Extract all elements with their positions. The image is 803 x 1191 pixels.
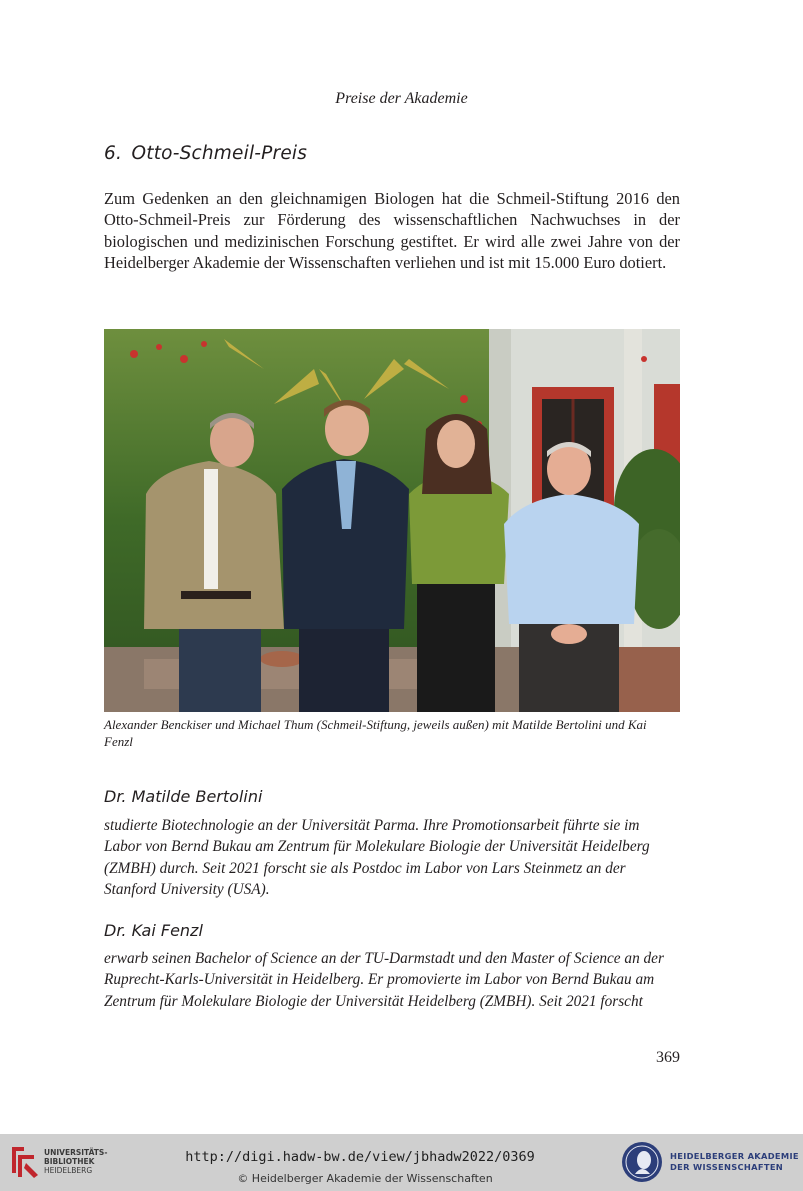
university-library-name: UNIVERSITÄTS- BIBLIOTHEK HEIDELBERG (44, 1148, 108, 1175)
document-url-link[interactable]: http://digi.hadw-bw.de/view/jbhadw2022/0369 (185, 1149, 535, 1165)
intro-paragraph: Zum Gedenken an den gleichnamigen Biologen hat die Schmeil-Stiftung 2016 den Otto-Schmeil-Preis zur Förderung des wissenschaftlichen Nachwuchses in der biologischen und medizinischen Forschung gestiftet. Er wird alle zwei Jahre von der Heidelberger Akademie der Wissenschaften verliehen und ist mit 15.000 Euro dotiert. (104, 189, 680, 272)
running-head: Preise der Akademie (335, 90, 468, 107)
copyright-notice: © Heidelberger Akademie der Wissenschaften (237, 1172, 493, 1185)
bio-text-fenzl: erwarb seinen Bachelor of Science an der TU-Darmstadt und den Master of Science an der Ruprecht-Karls-Universität in Heidelberg. Er promovierte im Labor von Bernd Bukau am Zentrum für Molekulare Biologie der Universität Heidelberg (ZMBH). Seit 2021 forscht (104, 950, 664, 1010)
bio-name-bertolini: Dr. Matilde Bertolini (104, 787, 263, 806)
bio-text-bertolini: studierte Biotechnologie an der Universität Parma. Ihre Promotionsarbeit führte sie im Labor von Bernd Bukau am Zentrum für Molekulare Biologie der Universität Heidelberg (ZMBH) durch. Seit 2021 forscht sie als Postdoc im Labor von Lars Steinmetz an der Stanford University (USA). (104, 817, 650, 898)
footer-bar (0, 1134, 803, 1191)
section-title: 6. Otto-Schmeil-Preis (104, 143, 308, 164)
photo-caption: Alexander Benckiser und Michael Thum (Schmeil-Stiftung, jeweils außen) mit Matilde Bertolini und Kai Fenzl (104, 717, 647, 749)
page-number: 369 (656, 1049, 680, 1066)
bio-name-fenzl: Dr. Kai Fenzl (104, 921, 203, 940)
group-photo (104, 329, 680, 712)
academy-name: HEIDELBERGER AKADEMIE DER WISSENSCHAFTEN (670, 1151, 799, 1172)
group-photo-illustration (104, 329, 680, 712)
academy-seal-icon (620, 1140, 664, 1184)
